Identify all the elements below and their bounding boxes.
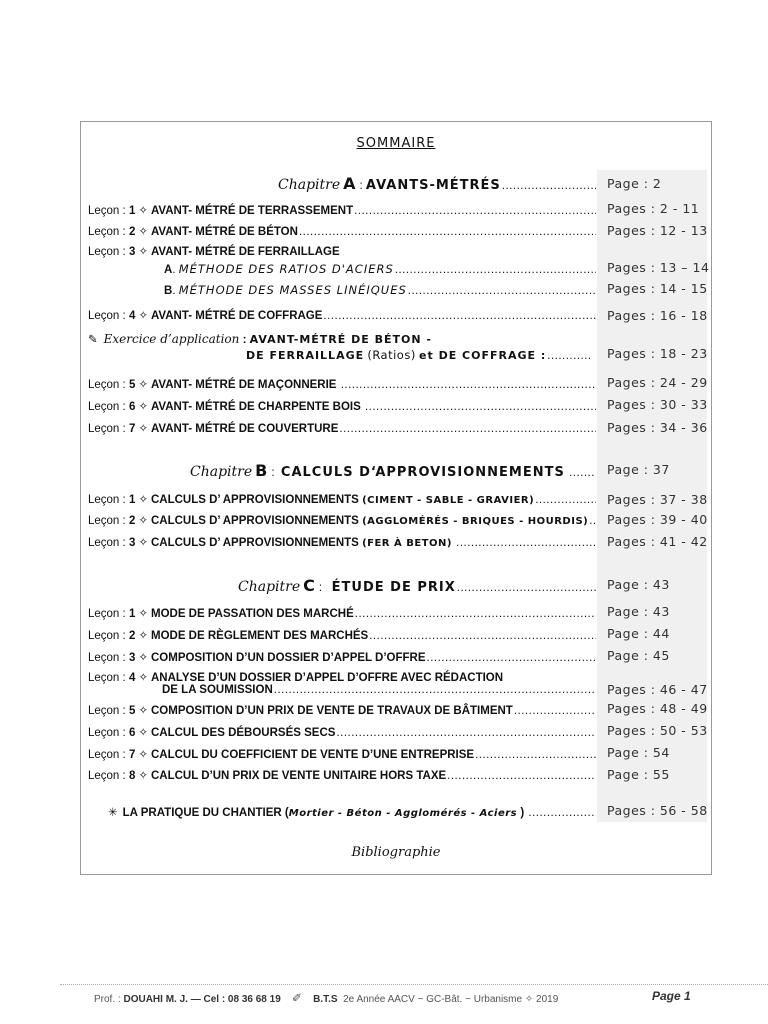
leader-dots [447,770,596,782]
lesson-title: COMPOSITION D’UN PRIX DE VENTE DE TRAVAUX DE BÂTIMENT [150,705,513,717]
footer-prof-label: Prof. : [94,994,121,1005]
diamond-icon: ✧ [138,652,148,664]
lesson-page: Pages : 30 - 33 [607,397,708,412]
diamond-icon: ✧ [138,705,148,717]
lesson-page: Page : 54 [607,745,670,760]
chapter-prefix: Chapitre [278,177,341,193]
lesson-page: Pages : 50 - 53 [607,723,708,738]
toc-entry[interactable] [88,244,596,258]
leader-dots [456,537,596,549]
toc-entry[interactable] [88,421,596,435]
toc-entry[interactable] [88,492,596,506]
leader-dots [395,264,596,276]
chapter-b-heading [88,461,596,480]
toc-entry-continued[interactable] [88,684,596,696]
lesson-page: Pages : 37 - 38 [607,492,708,507]
pratique-detail: Mortier - Béton - Agglomérés - Aciers [288,808,518,819]
lesson-number: 6 [128,401,136,413]
lesson-page: Pages : 48 - 49 [607,701,708,716]
exercise-entry[interactable] [88,332,596,346]
pratique-close: ) [520,807,525,819]
leader-dots [528,807,596,819]
lesson-title: CALCUL DU COEFFICIENT DE VENTE D’UNE ENTREPRISE [150,749,475,761]
lesson-title: CALCULS D’ APPROVISIONNEMENTS [150,494,359,506]
leader-dots [427,652,596,664]
lesson-title: AVANT- MÉTRÉ DE CHARPENTE BOIS [150,401,361,413]
toc-entry[interactable] [88,606,596,620]
lesson-label: Leçon : [88,652,126,664]
chapter-c-heading [88,576,596,595]
lesson-label: Leçon : [88,310,126,322]
lesson-number: 7 [128,749,136,761]
lesson-number: 5 [128,705,136,717]
footer-prof-name: DOUAHI M. J. [123,994,188,1005]
diamond-icon: ✧ [138,246,148,258]
lesson-number: 6 [128,727,136,739]
chapter-a-heading [88,174,596,193]
leader-dots [547,350,591,362]
lesson-label: Leçon : [88,246,126,258]
lesson-label: Leçon : [88,205,126,217]
lesson-number: 3 [128,537,136,549]
exercise-ratios: (Ratios) [367,348,416,362]
lesson-number: 3 [128,652,136,664]
lesson-title: AVANT- MÉTRÉ DE COFFRAGE [150,310,323,322]
lesson-number: 8 [128,770,136,782]
diamond-icon: ✧ [138,515,148,527]
diamond-icon: ✧ [138,310,148,322]
chapter-name: ÉTUDE DE PRIX [331,580,456,595]
diamond-icon: ✧ [138,672,148,684]
lesson-page: Pages : 16 - 18 [607,308,708,323]
sublesson-page: Pages : 13 – 14 [607,260,710,275]
chapter-name: CALCULS D‘APPROVISIONNEMENTS [280,465,565,480]
lesson-title: MODE DE RÈGLEMENT DES MARCHÉS [150,630,369,642]
pencil-icon: ✎ [88,334,98,346]
chapter-letter: B [255,461,268,480]
lesson-label: Leçon : [88,705,126,717]
toc-entry[interactable] [88,670,596,684]
diamond-icon: ✧ [138,770,148,782]
leader-dots [475,749,596,761]
chapter-separator: : [318,582,323,594]
exercise-page: Pages : 18 - 23 [607,346,708,361]
exercise-title-part: et DE COFFRAGE : [419,349,547,362]
lesson-page: Pages : 41 - 42 [607,534,708,549]
lesson-number: 4 [128,310,136,322]
chapter-c-page: Page : 43 [607,577,670,592]
sublesson-letter: B [164,285,173,297]
toc-entry[interactable] [88,747,596,761]
lesson-title: CALCULS D’ APPROVISIONNEMENTS [150,537,359,549]
lesson-title: CALCUL D’UN PRIX DE VENTE UNITAIRE HORS TAXE [150,770,447,782]
footer-divider [60,984,768,985]
lesson-label: Leçon : [88,226,126,238]
exercise-title-part: DE FERRAILLAGE [246,349,365,362]
leader-dots [535,494,596,506]
lesson-page: Pages : 12 - 13 [607,223,708,238]
sublesson-page: Pages : 14 - 15 [607,281,708,296]
leader-dots [354,205,596,217]
lesson-number: 1 [128,608,136,620]
lesson-label: Leçon : [88,379,126,391]
toc-entry[interactable] [88,628,596,642]
lesson-title: AVANT- MÉTRÉ DE COUVERTURE [150,423,339,435]
lesson-label: Leçon : [88,608,126,620]
lesson-number: 1 [128,494,136,506]
leader-dots [514,705,596,717]
leader-dots [457,582,596,594]
lesson-title: COMPOSITION D’UN DOSSIER D’APPEL D’OFFRE [150,652,426,664]
leader-dots [365,401,596,413]
leader-dots [502,180,596,192]
toc-entry[interactable] [88,308,596,322]
toc-entry[interactable] [88,535,596,549]
toc-entry[interactable] [88,650,596,664]
chapter-letter: A [343,174,356,193]
lesson-label: Leçon : [88,515,126,527]
lesson-title: AVANT- MÉTRÉ DE TERRASSEMENT [150,205,354,217]
lesson-number: 1 [128,205,136,217]
lesson-number: 5 [128,379,136,391]
diamond-icon: ✧ [138,226,148,238]
toc-entry[interactable] [88,224,596,238]
exercise-separator: : [242,334,247,346]
toc-subentry[interactable]: B . MÉTHODE DES MASSES LINÉIQUES ..... [88,283,596,297]
lesson-label: Leçon : [88,423,126,435]
exercise-label: Exercice d’application [103,332,240,346]
diamond-icon: ✧ [138,205,148,217]
chapter-prefix: Chapitre [190,464,253,480]
lesson-page: Page : 55 [607,767,670,782]
lesson-label: Leçon : [88,672,126,684]
diamond-icon: ✧ [138,608,148,620]
lesson-title: AVANT- MÉTRÉ DE BÉTON [150,226,298,238]
diamond-icon: ✧ [138,630,148,642]
diamond-icon: ✧ [138,494,148,506]
leader-dots [408,285,596,297]
leader-dots [369,630,596,642]
lesson-title: CALCULS D’ APPROVISIONNEMENTS [150,515,359,527]
leader-dots [299,226,596,238]
toc-entry[interactable] [88,399,596,413]
toc-entry[interactable] [88,725,596,739]
chapter-letter: C [303,576,315,595]
diamond-icon: ✧ [138,749,148,761]
lesson-number: 2 [128,226,136,238]
lesson-page: Pages : 46 - 47 [607,682,708,697]
diamond-icon: ✧ [138,423,148,435]
leader-dots [339,423,596,435]
lesson-label: Leçon : [88,770,126,782]
sublesson-letter: A [164,264,173,276]
pratique-entry[interactable] [88,805,596,819]
lesson-page: Pages : 24 - 29 [607,375,708,390]
lesson-page: Pages : 34 - 36 [607,420,708,435]
toc-subentry[interactable]: A . MÉTHODE DES RATIOS D'ACIERS ..... [88,262,596,276]
pratique-title: LA PRATIQUE DU CHANTIER ( [122,807,289,819]
footer-phone: — Cel : 08 36 68 19 [190,994,281,1005]
lesson-detail: (CIMENT - SABLE - GRAVIER) [362,495,535,506]
lesson-title: AVANT- MÉTRÉ DE MAÇONNERIE [150,379,337,391]
leader-dots [341,379,596,391]
leader-dots [589,515,596,527]
lesson-number: 2 [128,630,136,642]
lesson-page: Pages : 2 - 11 [607,201,700,216]
diamond-icon: ✧ [138,379,148,391]
toc-entry[interactable] [88,513,596,527]
lesson-detail: (AGGLOMÉRÉS - BRIQUES - HOURDIS) [362,516,589,527]
lesson-page: Page : 44 [607,626,670,641]
diamond-icon: ✧ [138,401,148,413]
leader-dots [336,727,596,739]
leader-dots [569,467,596,479]
diamond-icon: ✧ [138,537,148,549]
chapter-separator: : [271,467,275,479]
page-title: SOMMAIRE [356,136,436,151]
lesson-title: AVANT- MÉTRÉ DE FERRAILLAGE [150,246,340,258]
lesson-title: CALCUL DES DÉBOURSÉS SECS [150,727,336,739]
lesson-label: Leçon : [88,727,126,739]
exercise-entry-line2[interactable] [88,348,596,362]
sublesson-title: MÉTHODE DES RATIOS D'ACIERS [178,262,394,276]
lesson-page: Page : 45 [607,648,670,663]
lesson-number: 4 [128,672,136,684]
toc-entry[interactable] [88,768,596,782]
lesson-page: Page : 43 [607,604,670,619]
toc-entry[interactable] [88,703,596,717]
toc-entry[interactable] [88,377,596,391]
toc-entry[interactable] [88,203,596,217]
lesson-label: Leçon : [88,401,126,413]
chapter-a-page: Page : 2 [607,176,662,191]
footer-program: 2e Année AACV ~ GC-Bât. ~ Urbanisme ✧ 2019 [343,994,559,1005]
exercise-title: AVANT-MÉTRÉ DE BÉTON - [249,333,432,346]
lesson-detail: (FER À BETON) [362,538,452,549]
chapter-name: AVANTS-MÉTRÉS [365,178,501,193]
lesson-number: 2 [128,515,136,527]
chapter-b-page: Page : 37 [607,462,670,477]
lesson-title-continued: DE LA SOUMISSION [162,684,273,696]
diamond-icon: ✧ [138,727,148,739]
lesson-page: Pages : 39 - 40 [607,512,708,527]
lesson-label: Leçon : [88,494,126,506]
leader-dots [274,684,596,696]
lesson-number: 7 [128,423,136,435]
leader-dots [323,310,596,322]
chapter-prefix: Chapitre [238,579,301,595]
lesson-title: ANALYSE D’UN DOSSIER D’APPEL D’OFFRE AVEC RÉDACTION [150,672,504,684]
footer [94,991,558,1005]
asterisk-icon: ✳ [108,807,118,819]
pratique-page: Pages : 56 - 58 [607,803,708,818]
lesson-label: Leçon : [88,537,126,549]
feather-icon: ✐ [291,991,302,1005]
leader-dots [355,608,596,620]
lesson-label: Leçon : [88,749,126,761]
lesson-label: Leçon : [88,630,126,642]
sublesson-title: MÉTHODE DES MASSES LINÉIQUES [178,283,407,297]
bibliographie-link[interactable]: Bibliographie [351,845,441,860]
footer-bts: B.T.S [313,994,338,1005]
lesson-title: MODE DE PASSATION DES MARCHÉ [150,608,354,620]
lesson-number: 3 [128,246,136,258]
chapter-separator: : [359,180,363,192]
page-number: Page 1 [652,989,691,1003]
